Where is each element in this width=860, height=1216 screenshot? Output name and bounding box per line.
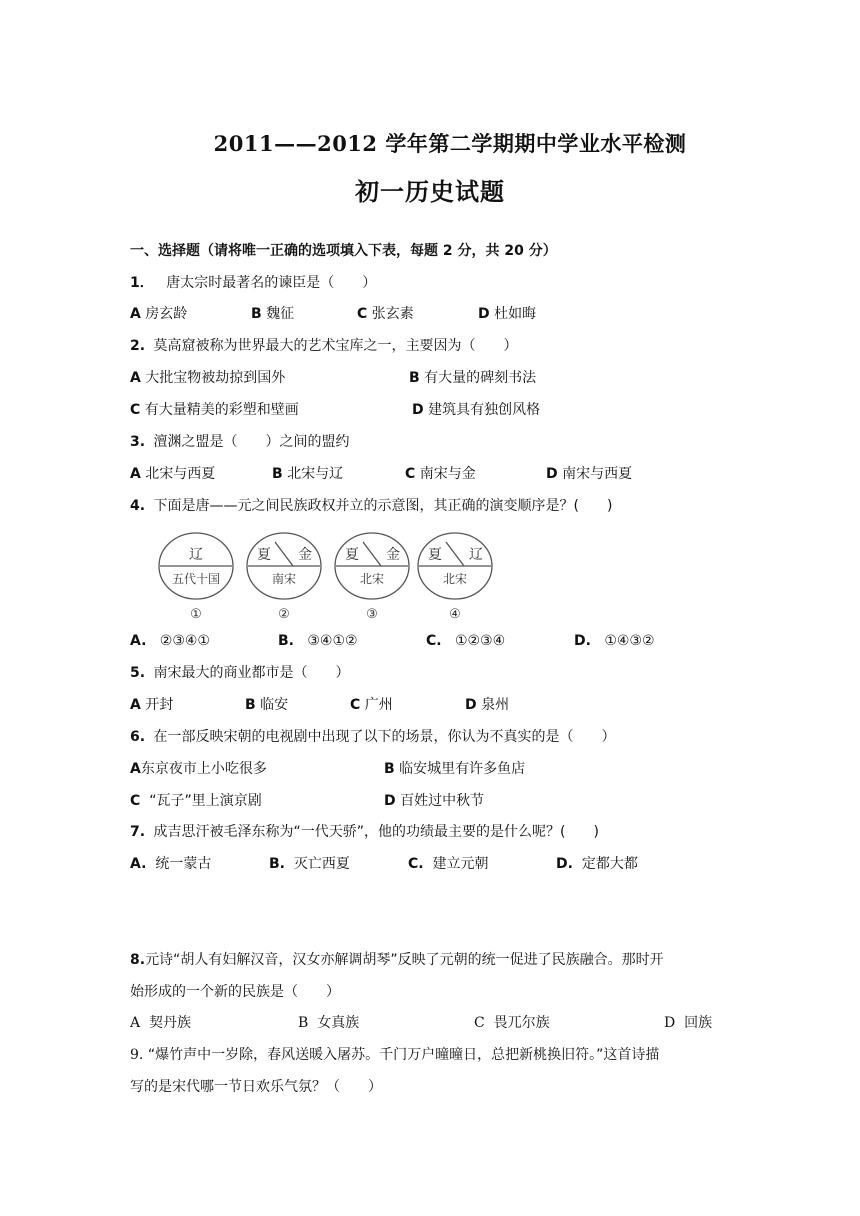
diagram-label: 五代十国: [171, 572, 221, 586]
option-a: A 开封: [130, 697, 174, 713]
diagram-label: 辽: [469, 547, 483, 563]
option-b: B 临安城里有许多鱼店: [384, 761, 526, 777]
question-number: 1．: [130, 275, 154, 291]
question-text: 下面是唐——元之间民族政权并立的示意图，其正确的演变顺序是？( ): [153, 498, 613, 514]
question-number: 3.: [130, 434, 146, 450]
option-d: D. ①④③②: [574, 633, 655, 649]
question-text: “爆竹声中一岁除，春风送暖入屠苏。千门万户曈曈日，总把新桃换旧符。”这首诗描: [147, 1047, 660, 1063]
question-4: [130, 497, 612, 515]
option-b: B 女真族: [298, 1015, 360, 1031]
option-c: C “瓦子”里上演京剧: [130, 793, 262, 809]
regime-diagram: [150, 528, 500, 626]
question-text: 唐太宗时最著名的谏臣是（ ）: [166, 275, 377, 291]
question-6: [130, 728, 616, 746]
option-d: D. 定都大都: [556, 856, 638, 872]
option-b: B. ③④①②: [278, 633, 358, 649]
diagram-label: 金: [386, 547, 400, 563]
option-a: A 大批宝物被劫掠到国外: [130, 370, 286, 386]
question-number: 6.: [130, 729, 146, 745]
diagram-label: 夏: [345, 547, 359, 563]
question-number: 4.: [130, 498, 146, 514]
section-heading: 一、选择题（请将唯一正确的选项填入下表，每题 2 分，共 20 分）: [130, 243, 557, 259]
question-9-continued: 写的是宋代哪一节日欢乐气氛？（ ）: [130, 1079, 382, 1095]
question-1: [130, 274, 376, 292]
question-text: 元诗“胡人有妇解汉音，汉女亦解调胡琴”反映了元朝的统一促进了民族融合。那时开: [145, 952, 664, 968]
option-b: B 临安: [245, 697, 289, 713]
option-a: A 契丹族: [130, 1015, 192, 1031]
diagram-number: ②: [278, 607, 290, 622]
question-text: 南宋最大的商业都市是（ ）: [153, 665, 350, 681]
exam-title: 2011——2012 学年第二学期期中学业水平检测: [213, 131, 687, 156]
option-a: A. 统一蒙古: [130, 856, 212, 872]
question-8: [130, 951, 664, 969]
question-number: 5.: [130, 665, 146, 681]
question-2: [130, 337, 518, 355]
question-9: [130, 1046, 659, 1064]
question-3: [130, 433, 350, 451]
option-c: C. ①②③④: [426, 633, 506, 649]
option-d: D 泉州: [465, 697, 510, 713]
diagram-label: 夏: [257, 547, 271, 563]
option-c: C 张玄素: [357, 306, 414, 322]
option-b: B. 灭亡西夏: [269, 856, 350, 872]
option-c: C 南宋与金: [405, 466, 476, 482]
question-text: 莫高窟被称为世界最大的艺术宝库之一，主要因为（ ）: [153, 338, 518, 354]
diagram-label: 金: [298, 547, 312, 563]
question-number: 8.: [130, 952, 146, 968]
option-c: C 畏兀尔族: [474, 1015, 550, 1031]
option-c: C 有大量精美的彩塑和壁画: [130, 402, 299, 418]
question-number: 7.: [130, 824, 146, 840]
diagram-label: 辽: [189, 547, 203, 563]
option-b: B 魏征: [251, 306, 295, 322]
option-d: D 回族: [664, 1015, 713, 1031]
diagram-label: 夏: [428, 547, 442, 563]
question-7: [130, 823, 599, 841]
option-a: A 房玄龄: [130, 306, 188, 322]
option-a: A 北宋与西夏: [130, 466, 216, 482]
question-number: 9.: [130, 1047, 144, 1063]
question-5: [130, 664, 350, 682]
option-a: A东京夜市上小吃很多: [130, 761, 267, 777]
question-text: 澶渊之盟是（ ）之间的盟约: [153, 434, 350, 450]
diagram-number: ④: [449, 607, 461, 622]
diagram-label: 南宋: [271, 572, 297, 586]
diagram-number: ③: [366, 607, 378, 622]
option-c: C. 建立元朝: [408, 856, 489, 872]
option-b: B 北宋与辽: [272, 466, 344, 482]
option-d: D 南宋与西夏: [546, 466, 633, 482]
question-text: 成吉思汗被毛泽东称为“一代天骄”，他的功绩最主要的是什么呢？( ): [153, 824, 599, 840]
exam-subtitle: 初一历史试题: [355, 177, 505, 206]
option-d: D 百姓过中秋节: [384, 793, 485, 809]
option-d: D 建筑具有独创风格: [412, 402, 541, 418]
question-8-continued: 始形成的一个新的民族是（ ）: [130, 984, 340, 1000]
option-b: B 有大量的碑刻书法: [409, 370, 537, 386]
question-text: 在一部反映宋朝的电视剧中出现了以下的场景，你认为不真实的是（ ）: [153, 729, 616, 745]
question-number: 2.: [130, 338, 146, 354]
option-d: D 杜如晦: [478, 306, 537, 322]
option-c: C 广州: [350, 697, 393, 713]
diagram-label: 北宋: [442, 572, 468, 586]
option-a: A. ②③④①: [130, 633, 210, 649]
diagram-label: 北宋: [359, 572, 385, 586]
diagram-number: ①: [190, 607, 202, 622]
